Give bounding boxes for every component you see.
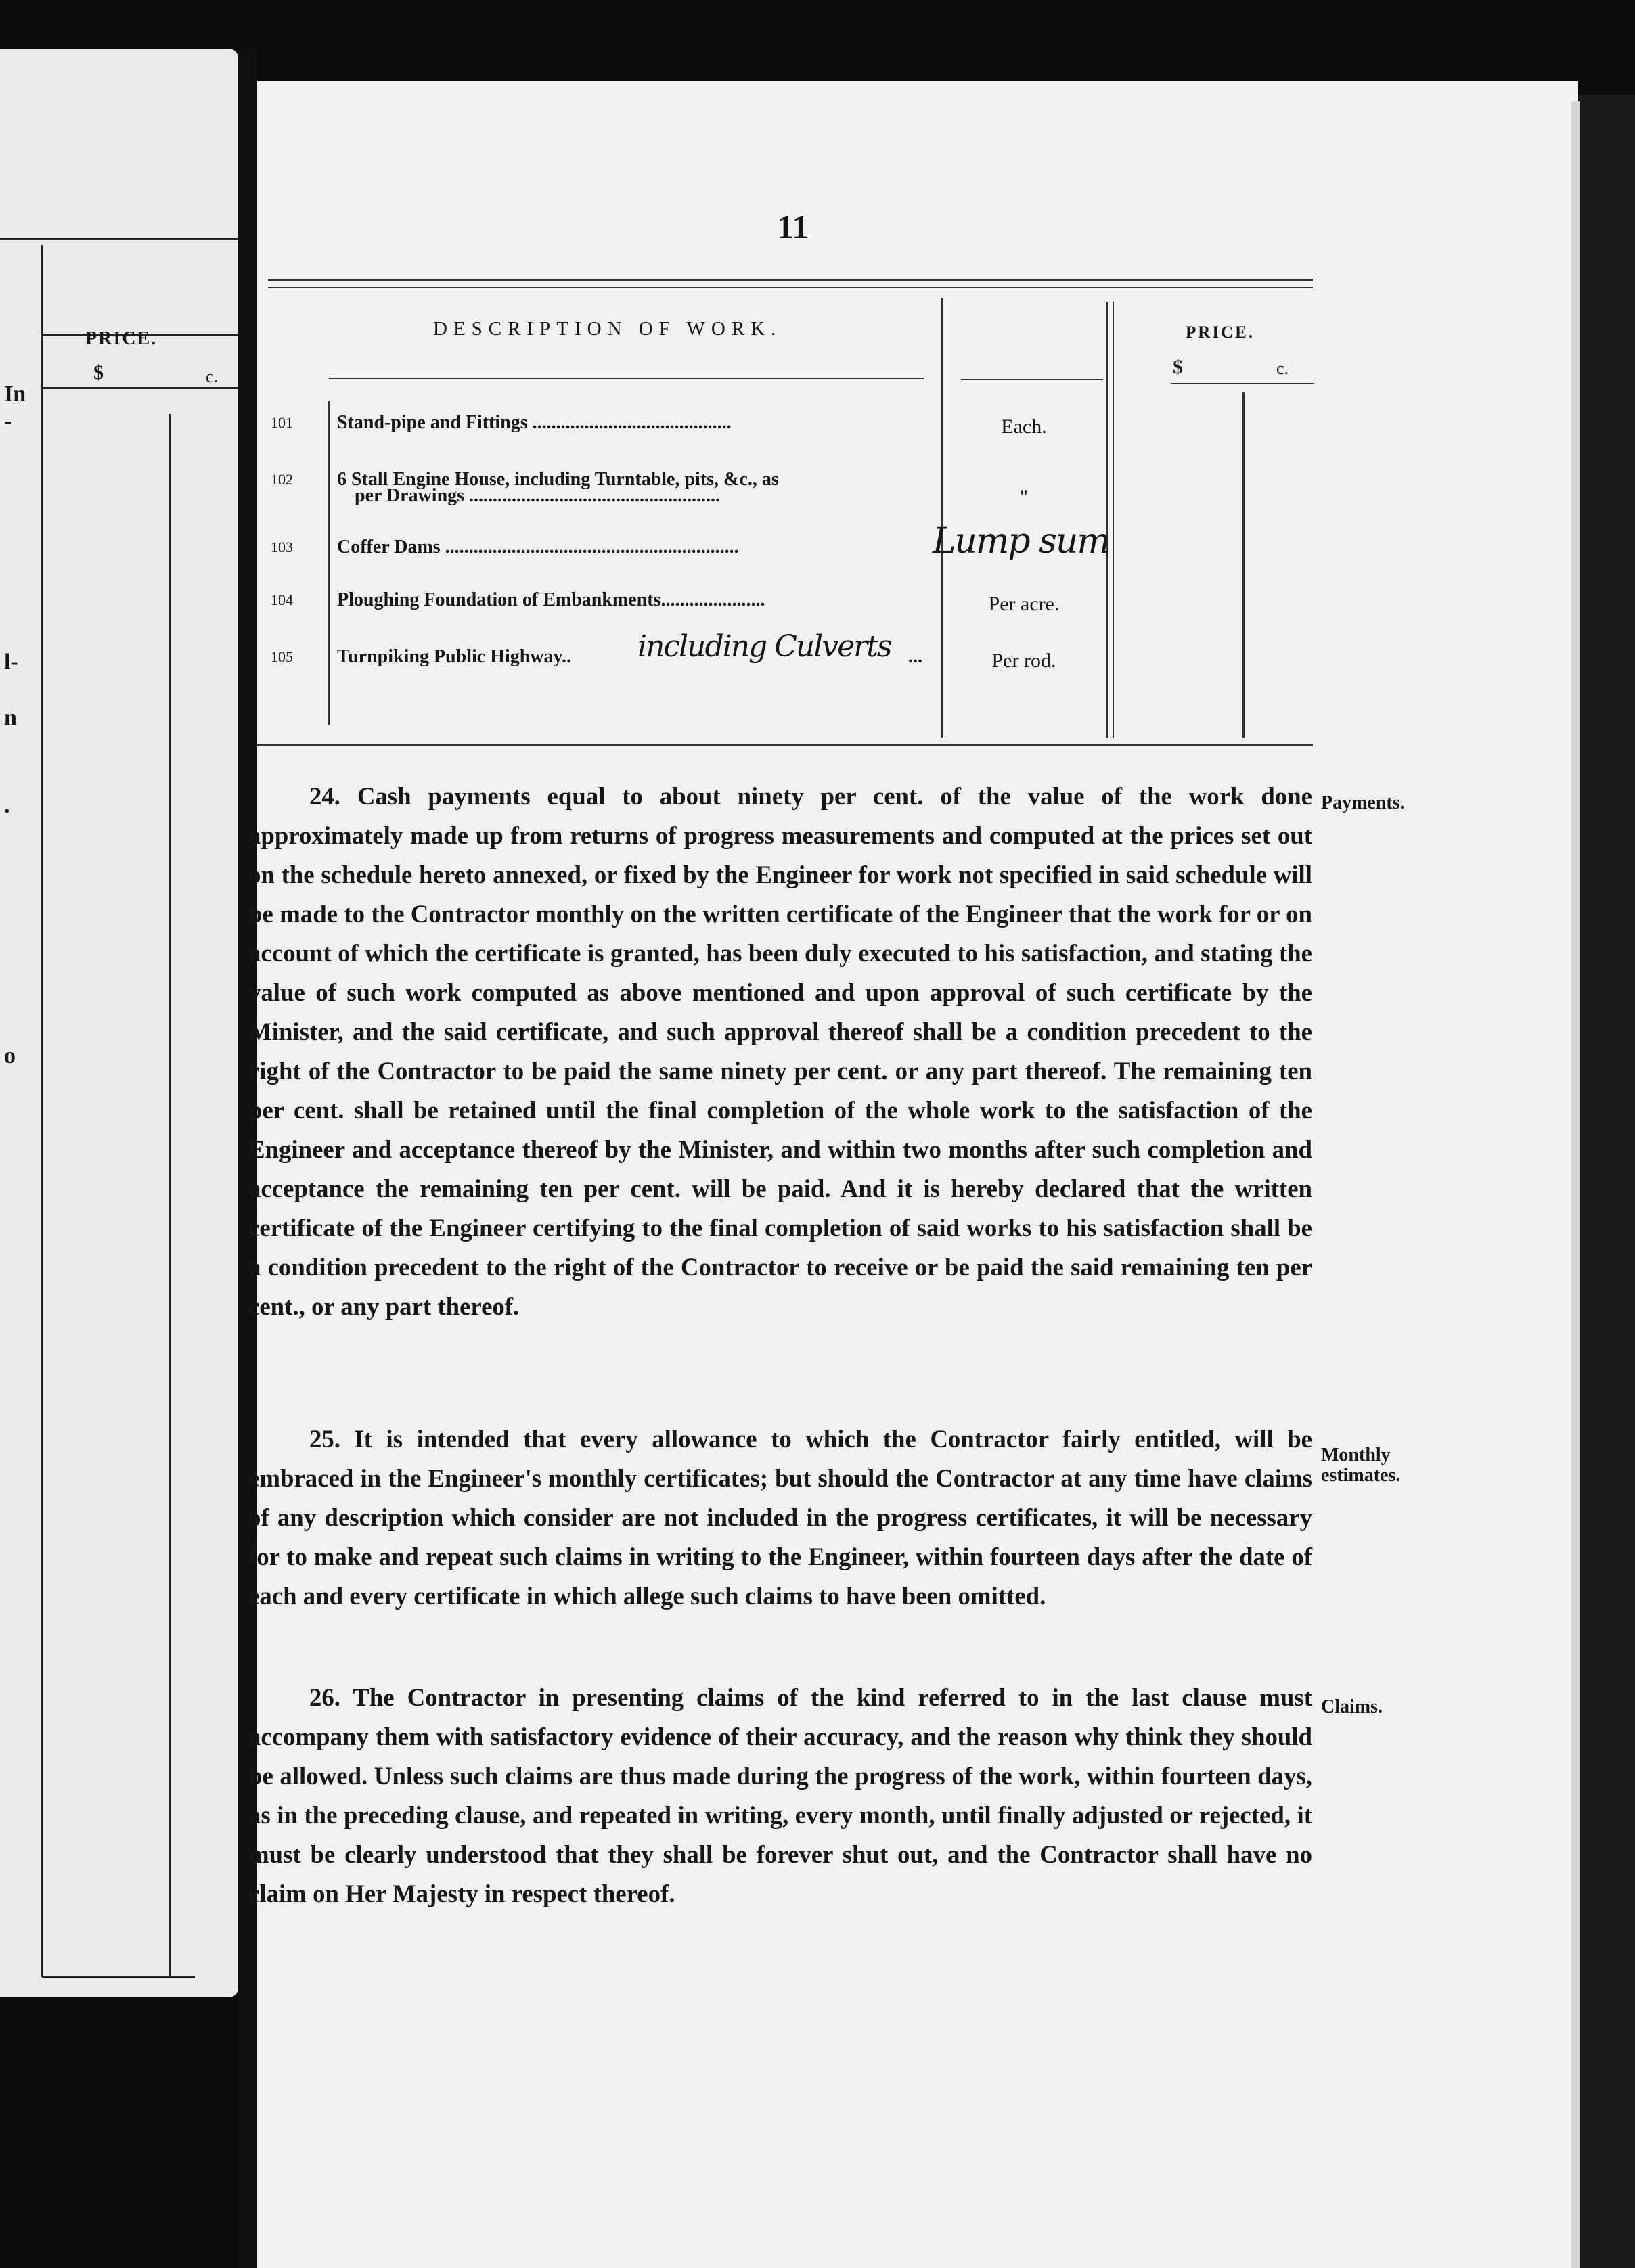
- left-text-fragment: .: [4, 793, 10, 818]
- table-col-line: [1113, 302, 1114, 738]
- item-description: Turnpiking Public Highway..: [337, 647, 571, 667]
- item-description-tail: ...: [908, 647, 922, 667]
- item-description: Ploughing Foundation of Embankments......................: [337, 590, 765, 610]
- left-dollar-sign: $: [93, 361, 104, 384]
- clause-24: 24. Cash payments equal to about ninety per cent. of the value of the work done approximately made up from returns of progress measurements and computed at the prices set out on the schedule hereto annexed, or fixed by the Engineer for work not specified in said schedule will be made to the Contractor monthly on the written certificate of the Engineer that the work for or on account of which the certificate is granted, has been duly executed to his satisfaction, and stating the value of such work computed as above mentioned and upon approval of such certificate by the Minister, and the said certificate, and such approval thereof shall be a condition precedent to the right of the Contractor to be paid the same ninety per cent. or any part thereof. The remaining ten per cent. shall be retained until the final completion of the whole work to the satisfaction of the Engineer and acceptance thereof by the Minister, and within two months after such completion and acceptance the remaining ten per cent. will be paid. And it is hereby declared that the written certificate of the Engineer certifying to the final completion of said works to his satisfaction shall be a condition precedent to the right of the Contractor to receive or be paid the said remaining ten per cent., or any part thereof.: [248, 782, 1312, 1320]
- left-column-line: [41, 245, 43, 1977]
- left-text-fragment: n: [4, 705, 17, 730]
- unit-header-rule: [961, 379, 1103, 380]
- price-header-rule: [1171, 383, 1314, 384]
- item-number: 101: [271, 414, 293, 431]
- item-description: Stand-pipe and Fittings ..........................................: [337, 413, 732, 433]
- left-rule-sub: [42, 387, 238, 389]
- table-top-rule-2: [268, 287, 1313, 288]
- left-cents-sign: c.: [206, 367, 219, 386]
- item-number: 102: [271, 471, 293, 488]
- item-number: 105: [271, 648, 293, 665]
- left-text-fragment: o: [4, 1043, 16, 1068]
- item-unit: ": [1019, 486, 1029, 508]
- left-text-fragment: l-: [4, 650, 18, 675]
- page-edge-strip: [1571, 101, 1580, 2268]
- left-page-fragment: [0, 49, 238, 1997]
- price-header: PRICE.: [1186, 323, 1255, 342]
- clause-26: 26. The Contractor in presenting claims of the kind referred to in the last clause must accompany them with satisfactory evidence of their accuracy, and the reason why think they should be allowed. Unless such claims are thus made during the progress of the work, within fourteen days, as in the preceding clause, and repeated in writing, every month, until finally adjusted or rejected, it must be clearly understood that they shall be forever shut out, and the Contractor shall have no claim on Her Majesty in respect thereof.: [248, 1683, 1312, 1907]
- clause-25: 25. It is intended that every allowance to which the Contractor fairly entitled, will be embraced in the Engineer's monthly certificates; but should the Contractor at any time have claims of any description which consider are not included in the progress certificates, it will be necessary for to make and repeat such claims in writing to the Engineer, within fourteen days after the date of each and every certificate in which allege such claims to have been omitted.: [248, 1425, 1312, 1610]
- table-bottom-rule: [257, 744, 1313, 746]
- margin-note-payments: Payments.: [1321, 792, 1405, 813]
- left-text-fragment: In: [4, 382, 26, 407]
- item-description: 6 Stall Engine House, including Turntable, pits, &c., as: [337, 470, 779, 490]
- page-number: 11: [777, 208, 809, 246]
- table-col-line: [1242, 392, 1245, 738]
- item-unit: Per acre.: [988, 593, 1060, 615]
- handwritten-including-culverts: including Culverts: [637, 629, 891, 664]
- handwritten-lump-sum: Lump sum: [933, 521, 1109, 562]
- item-description-line2: per Drawings .....................................................: [355, 486, 721, 506]
- item-unit: Each.: [1001, 415, 1047, 438]
- item-description: Coffer Dams ..............................................................: [337, 537, 739, 558]
- item-number: 103: [271, 539, 293, 555]
- left-rule-top: [0, 238, 238, 240]
- cents-sign: c.: [1276, 359, 1289, 378]
- item-unit: Per rod.: [991, 650, 1056, 672]
- left-column-line: [169, 414, 171, 1977]
- dollar-sign: $: [1173, 356, 1183, 378]
- left-price-header: PRICE.: [85, 328, 158, 349]
- left-text-fragment: -: [4, 409, 12, 434]
- table-col-line: [328, 401, 330, 725]
- item-number: 104: [271, 591, 293, 608]
- margin-note-claims: Claims.: [1321, 1696, 1383, 1717]
- margin-note-monthly-estimates: Monthly estimates.: [1321, 1445, 1401, 1486]
- left-rule-bottom: [42, 1976, 195, 1978]
- table-header-rule: [329, 378, 924, 379]
- page-edge: [1578, 95, 1635, 2268]
- description-of-work-heading: DESCRIPTION OF WORK.: [433, 318, 782, 340]
- table-top-rule: [268, 279, 1313, 281]
